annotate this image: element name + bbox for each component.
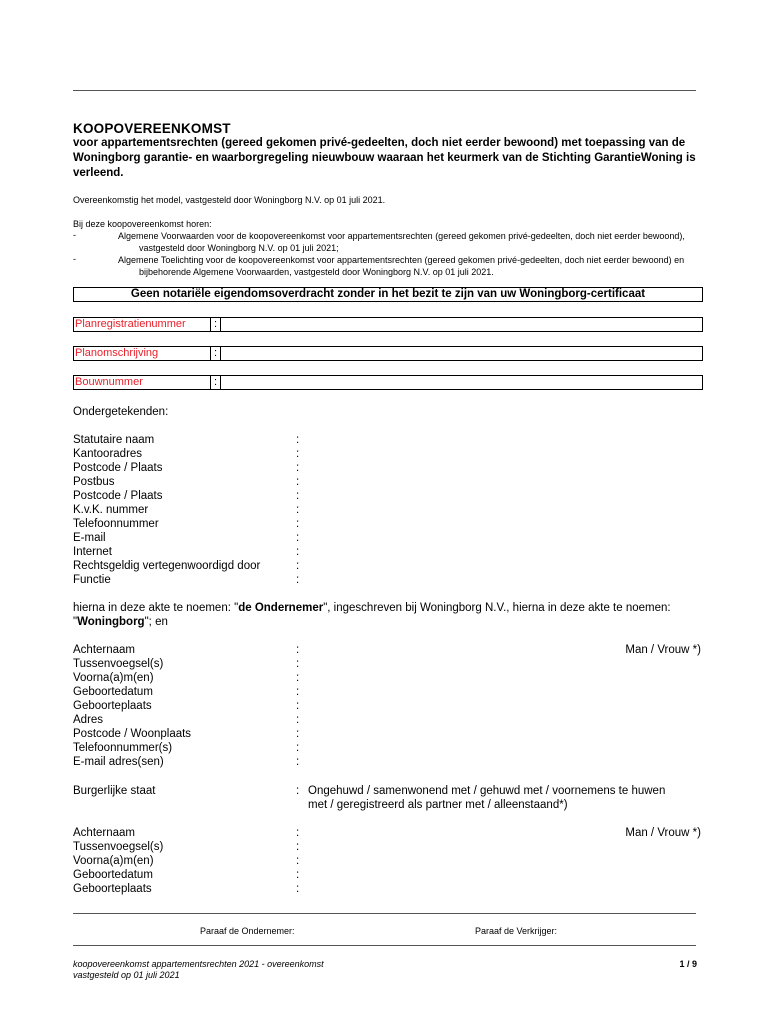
page-number: 1 / 9: [679, 959, 697, 969]
field-colon: :: [296, 560, 300, 572]
attachment-item: Algemene Voorwaarden voor de koopovereenkomst voor appartementsrechten (gereed gekomen privé-gedeelten, doch niet eerder bewoond), vastgesteld door Woningborg N.V. op 01 juli 2021;: [118, 231, 685, 253]
field-colon: :: [296, 855, 300, 867]
document-subtitle: voor appartementsrechten (gereed gekomen privé-gedeelten, doch niet eerder bewoond) met toepassing van de Woningborg garantie- en waarborgregeling nieuwbouw waaraan het keurmerk van de Stichting GarantieWoning is verleend.: [73, 137, 696, 179]
buyer-field-label: Tussenvoegsel(s): [73, 658, 164, 670]
field-colon: :: [296, 462, 300, 474]
field-colon: :: [296, 532, 300, 544]
buyer-field-label: Achternaam: [73, 644, 136, 656]
hierna-text: hierna in deze akte te noemen: ": [73, 602, 239, 614]
company-field-label: Postcode / Plaats: [73, 490, 163, 502]
field-colon: :: [296, 869, 300, 881]
company-field-label: Kantooradres: [73, 448, 143, 460]
buyer-field-label: Geboorteplaats: [73, 883, 152, 895]
company-field-label: E-mail: [73, 532, 106, 544]
field-label: Planregistratienummer: [74, 318, 211, 331]
document-title: KOOPOVEREENKOMST: [73, 121, 231, 136]
attachments-intro: Bij deze koopovereenkomst horen:: [73, 219, 212, 229]
buyer-field-label: Tussenvoegsel(s): [73, 841, 164, 853]
field-colon: :: [211, 376, 221, 389]
hierna-bold: Woningborg: [77, 616, 145, 628]
gender-option: Man / Vrouw *): [625, 644, 701, 656]
footer-divider: [73, 913, 696, 914]
field-colon: :: [296, 841, 300, 853]
attachment-item: Algemene Toelichting voor de koopovereenkomst voor appartementsrechten (gereed gekomen privé-gedeelten, doch niet eerder bewoond) en bijbehorende Algemene Voorwaarden, vastgesteld door Woningborg N.V. op 01 juli 2021.: [118, 255, 685, 277]
company-field-label: Postbus: [73, 476, 115, 488]
buyer-field-label: Geboorteplaats: [73, 700, 152, 712]
field-colon: :: [296, 490, 300, 502]
field-colon: :: [296, 756, 300, 768]
field-colon: :: [296, 883, 300, 895]
field-colon: :: [296, 742, 300, 754]
model-note: Overeenkomstig het model, vastgesteld door Woningborg N.V. op 01 juli 2021.: [73, 195, 386, 205]
company-field-label: K.v.K. nummer: [73, 504, 149, 516]
buyer-field-label: Voorna(a)m(en): [73, 855, 154, 867]
buyer-field-label: Postcode / Woonplaats: [73, 728, 192, 740]
top-divider: [73, 90, 696, 91]
buyer-field-label: Voorna(a)m(en): [73, 672, 154, 684]
field-colon: :: [296, 700, 300, 712]
civil-status-label: Burgerlijke staat: [73, 785, 156, 797]
attachment-dash: -: [73, 230, 76, 240]
field-colon: :: [296, 644, 300, 656]
footer-document-name: koopovereenkomst appartementsrechten 2021 - overeenkomst: [73, 959, 324, 969]
hierna-bold: de Ondernemer: [238, 602, 324, 614]
field-colon: :: [296, 546, 300, 558]
buyer-field-label: E-mail adres(sen): [73, 756, 164, 768]
buyer-field-label: Achternaam: [73, 827, 136, 839]
company-field-label: Internet: [73, 546, 112, 558]
certificate-banner: Geen notariële eigendomsoverdracht zonder in het bezit te zijn van uw Woningborg-certificaat: [73, 287, 703, 302]
field-colon: :: [296, 476, 300, 488]
field-colon: :: [296, 827, 300, 839]
hierna-text: ", ingeschreven bij Woningborg N.V., hierna in deze akte te noemen: ": [73, 602, 671, 628]
field-colon: :: [296, 658, 300, 670]
buyer-field-label: Geboortedatum: [73, 869, 153, 881]
field-colon: :: [211, 347, 221, 360]
buyer-field-label: Telefoonnummer(s): [73, 742, 173, 754]
initials-entrepreneur: Paraaf de Ondernemer:: [200, 926, 295, 936]
attachment-dash: -: [73, 254, 76, 264]
hierna-paragraph: [73, 601, 703, 629]
field-colon: :: [296, 504, 300, 516]
footer-divider: [73, 945, 696, 946]
field-colon: :: [296, 518, 300, 530]
plan-registration-field[interactable]: [73, 317, 703, 332]
field-colon: :: [296, 686, 300, 698]
company-field-label: Rechtsgeldig vertegenwoordigd door: [73, 560, 261, 572]
company-field-label: Statutaire naam: [73, 434, 155, 446]
gender-option: Man / Vrouw *): [625, 827, 701, 839]
buyer-field-label: Geboortedatum: [73, 686, 153, 698]
company-field-label: Functie: [73, 574, 111, 586]
signatories-heading: Ondergetekenden:: [73, 406, 169, 418]
company-field-label: Telefoonnummer: [73, 518, 159, 530]
initials-buyer: Paraaf de Verkrijger:: [475, 926, 558, 936]
field-label: Planomschrijving: [74, 347, 211, 360]
plan-description-field[interactable]: [73, 346, 703, 361]
field-colon: :: [296, 785, 300, 797]
company-field-label: Postcode / Plaats: [73, 462, 163, 474]
buyer-field-label: Adres: [73, 714, 104, 726]
field-colon: :: [296, 714, 300, 726]
hierna-text: "; en: [144, 616, 168, 628]
field-colon: :: [296, 448, 300, 460]
civil-status-options: Ongehuwd / samenwonend met / gehuwd met / voornemens te huwen met / geregistreerd als partner met / alleenstaand*): [308, 785, 666, 811]
field-label: Bouwnummer: [74, 376, 211, 389]
field-colon: :: [296, 672, 300, 684]
field-colon: :: [296, 574, 300, 586]
field-colon: :: [211, 318, 221, 331]
building-number-field[interactable]: [73, 375, 703, 390]
field-colon: :: [296, 728, 300, 740]
footer-document-date: vastgesteld op 01 juli 2021: [73, 970, 180, 980]
field-colon: :: [296, 434, 300, 446]
